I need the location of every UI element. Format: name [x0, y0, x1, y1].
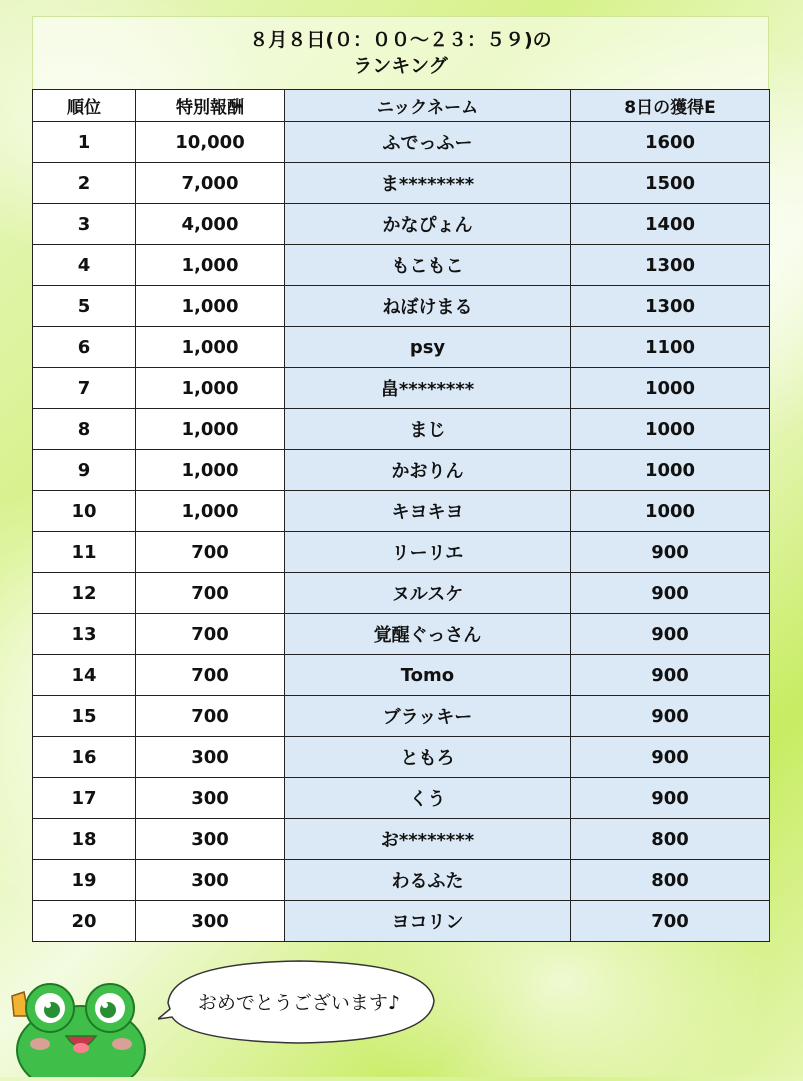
table-header-row [33, 90, 770, 122]
rank-cell: 13 [33, 614, 136, 655]
nickname-cell: キヨキヨ [285, 491, 571, 532]
earned-cell: 900 [571, 778, 770, 819]
table-row [33, 573, 770, 614]
reward-cell: 1,000 [136, 286, 285, 327]
nickname-cell: ヌルスケ [285, 573, 571, 614]
reward-cell: 300 [136, 860, 285, 901]
earned-cell: 900 [571, 737, 770, 778]
nickname-cell: くう [285, 778, 571, 819]
rank-cell: 2 [33, 163, 136, 204]
speech-bubble [158, 955, 440, 1047]
earned-cell: 1000 [571, 409, 770, 450]
earned-cell: 900 [571, 532, 770, 573]
nickname-cell: かおりん [285, 450, 571, 491]
table-row [33, 286, 770, 327]
reward-cell: 1,000 [136, 327, 285, 368]
rank-cell: 8 [33, 409, 136, 450]
earned-cell: 1400 [571, 204, 770, 245]
table-row [33, 368, 770, 409]
rank-cell: 3 [33, 204, 136, 245]
nickname-cell: リーリエ [285, 532, 571, 573]
header-earned: 8日の獲得E [571, 90, 770, 122]
rank-cell: 14 [33, 655, 136, 696]
earned-cell: 900 [571, 614, 770, 655]
reward-cell: 300 [136, 901, 285, 942]
title-line-2: ランキング [353, 55, 448, 77]
earned-cell: 900 [571, 573, 770, 614]
earned-cell: 1500 [571, 163, 770, 204]
ranking-panel [32, 16, 769, 942]
table-row [33, 491, 770, 532]
rank-cell: 19 [33, 860, 136, 901]
nickname-cell: まじ [285, 409, 571, 450]
table-row [33, 245, 770, 286]
table-row [33, 819, 770, 860]
nickname-cell: 畠******** [285, 368, 571, 409]
rank-cell: 15 [33, 696, 136, 737]
table-row [33, 122, 770, 163]
rank-cell: 9 [33, 450, 136, 491]
earned-cell: 1300 [571, 245, 770, 286]
table-row [33, 614, 770, 655]
reward-cell: 10,000 [136, 122, 285, 163]
table-row [33, 409, 770, 450]
rank-cell: 7 [33, 368, 136, 409]
rank-cell: 5 [33, 286, 136, 327]
earned-cell: 900 [571, 696, 770, 737]
reward-cell: 1,000 [136, 450, 285, 491]
earned-cell: 1100 [571, 327, 770, 368]
rank-cell: 16 [33, 737, 136, 778]
rank-cell: 6 [33, 327, 136, 368]
reward-cell: 1,000 [136, 245, 285, 286]
earned-cell: 1000 [571, 491, 770, 532]
nickname-cell: ま******** [285, 163, 571, 204]
reward-cell: 700 [136, 614, 285, 655]
earned-cell: 1300 [571, 286, 770, 327]
reward-cell: 1,000 [136, 368, 285, 409]
rank-cell: 1 [33, 122, 136, 163]
nickname-cell: psy [285, 327, 571, 368]
nickname-cell: ふでっふー [285, 122, 571, 163]
nickname-cell: 覚醒ぐっさん [285, 614, 571, 655]
nickname-cell: ブラッキー [285, 696, 571, 737]
reward-cell: 300 [136, 778, 285, 819]
bubble-message: おめでとうございます♪ [197, 991, 401, 1014]
ranking-table [32, 89, 770, 942]
rank-cell: 20 [33, 901, 136, 942]
reward-cell: 1,000 [136, 491, 285, 532]
nickname-cell: お******** [285, 819, 571, 860]
reward-cell: 1,000 [136, 409, 285, 450]
earned-cell: 800 [571, 819, 770, 860]
nickname-cell: ヨコリン [285, 901, 571, 942]
earned-cell: 1600 [571, 122, 770, 163]
header-nickname: ニックネーム [285, 90, 571, 122]
header-reward: 特別報酬 [136, 90, 285, 122]
table-row [33, 778, 770, 819]
earned-cell: 1000 [571, 368, 770, 409]
rank-cell: 12 [33, 573, 136, 614]
table-row [33, 696, 770, 737]
reward-cell: 7,000 [136, 163, 285, 204]
title-line-1: ８月８日(０：００～２３：５９)の [249, 29, 552, 51]
table-row [33, 204, 770, 245]
table-row [33, 860, 770, 901]
frog-mascot-icon [6, 972, 156, 1077]
ranking-title [32, 16, 769, 89]
rank-cell: 10 [33, 491, 136, 532]
rank-cell: 18 [33, 819, 136, 860]
table-row [33, 655, 770, 696]
rank-cell: 11 [33, 532, 136, 573]
nickname-cell: ともろ [285, 737, 571, 778]
nickname-cell: もこもこ [285, 245, 571, 286]
table-row [33, 163, 770, 204]
reward-cell: 700 [136, 655, 285, 696]
header-rank: 順位 [33, 90, 136, 122]
reward-cell: 4,000 [136, 204, 285, 245]
table-row [33, 901, 770, 942]
table-row [33, 532, 770, 573]
table-row [33, 327, 770, 368]
rank-cell: 17 [33, 778, 136, 819]
reward-cell: 700 [136, 532, 285, 573]
earned-cell: 900 [571, 655, 770, 696]
nickname-cell: ねぼけまる [285, 286, 571, 327]
reward-cell: 700 [136, 696, 285, 737]
table-row [33, 737, 770, 778]
earned-cell: 800 [571, 860, 770, 901]
nickname-cell: かなぴょん [285, 204, 571, 245]
reward-cell: 300 [136, 737, 285, 778]
rank-cell: 4 [33, 245, 136, 286]
earned-cell: 1000 [571, 450, 770, 491]
reward-cell: 700 [136, 573, 285, 614]
nickname-cell: わるふた [285, 860, 571, 901]
reward-cell: 300 [136, 819, 285, 860]
nickname-cell: Tomo [285, 655, 571, 696]
earned-cell: 700 [571, 901, 770, 942]
table-row [33, 450, 770, 491]
